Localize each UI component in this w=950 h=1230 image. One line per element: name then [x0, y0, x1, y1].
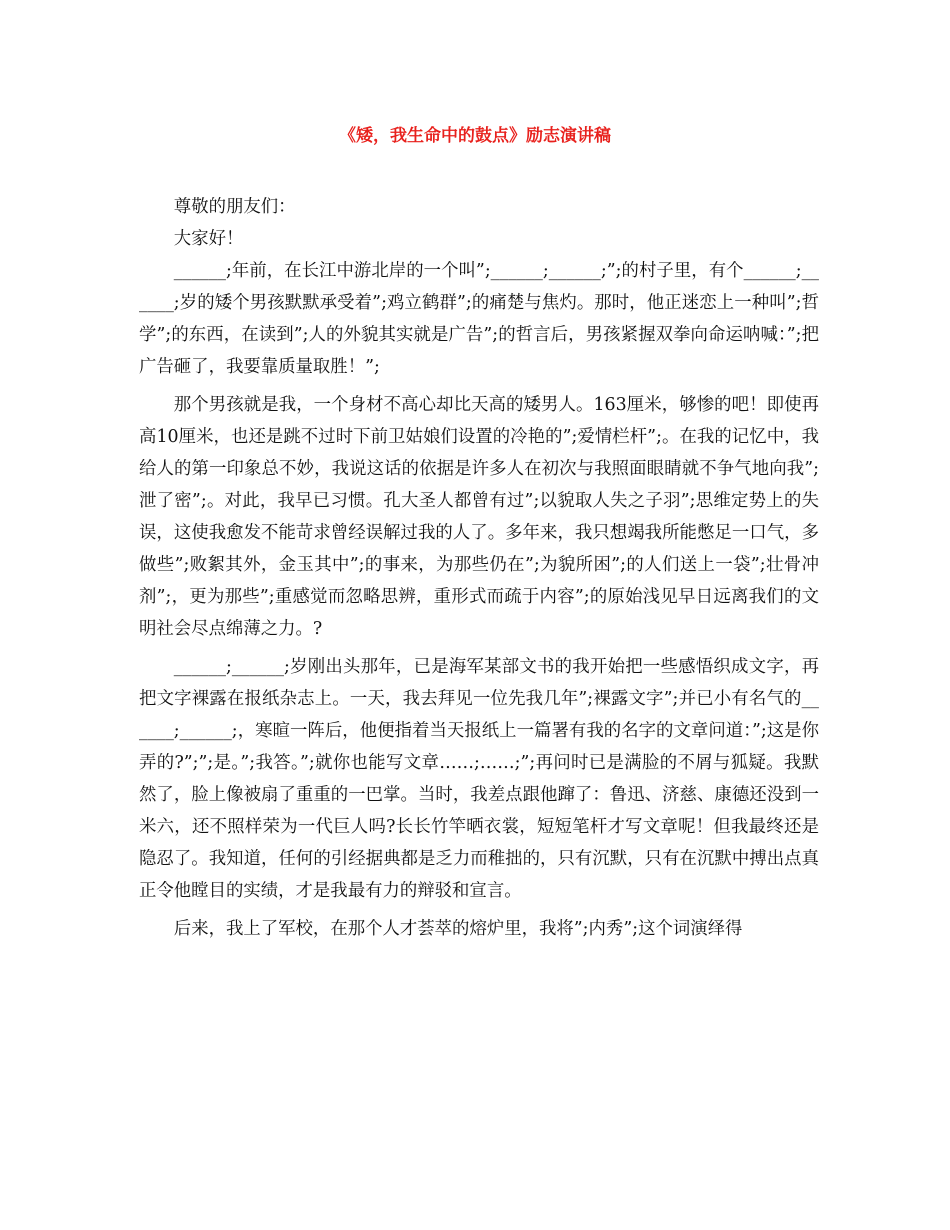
paragraph: ______;年前，在长江中游北岸的一个叫”;______;______;”;的村子里，有个______;______;岁的矮个男孩默默承受着”;鸡立鹤群”;的痛楚与焦灼。那时，他正迷恋上一种叫”;哲学”;的东西，在读到”;人的外貌其实就是广告”;的哲言后，男孩紧握双拳向命运呐喊：”;把广告砸了，我要靠质量取胜！”;	[139, 261, 819, 377]
paragraph: ______;______;岁刚出头那年，已是海军某部文书的我开始把一些感悟织成文字，再把文字裸露在报纸杂志上。一天，我去拜见一位先我几年”;裸露文字”;并已小有名气的______;______;，寒暄一阵后，他便指着当天报纸上一篇署有我的名字的文章问道：”;这是你弄的?”;”;是。”;我答。”;就你也能写文章……;……;”;再问时已是满脸的不屑与狐疑。我默然了，脸上像被扇了重重的一巴掌。当时，我差点跟他蹿了：鲁迅、济慈、康德还没到一米六，还不照样荣为一代巨人吗?长长竹竿晒衣裳，短短笔杆才写文章呢！但我最终还是隐忍了。我知道，任何的引经据典都是乏力而稚拙的，只有沉默，只有在沉默中搏出点真正令他瞠目的实绩，才是我最有力的辩驳和宣言。	[139, 657, 819, 901]
greeting: 大家好！	[173, 229, 244, 249]
document-body	[139, 191, 819, 945]
paragraph: 后来，我上了军校，在那个人才荟萃的熔炉里，我将”;内秀”;这个词演绎得	[173, 919, 743, 939]
salutation: 尊敬的朋友们：	[173, 197, 296, 217]
document-title: 《矮，我生命中的鼓点》励志演讲稿	[339, 126, 611, 146]
paragraph: 那个男孩就是我，一个身材不高心却比天高的矮男人。163厘米，够惨的吧！即使再高10厘米，也还是跳不过时下前卫姑娘们设置的冷艳的”;爱情栏杆”;。在我的记忆中，我给人的第一印象总不妙，我说这话的依据是许多人在初次与我照面眼睛就不争气地向我”;泄了密”;。对此，我早已习惯。孔大圣人都曾有过”;以貌取人失之子羽”;思维定势上的失误，这使我愈发不能苛求曾经误解过我的人了。多年来，我只想竭我所能憋足一口气，多做些”;败絮其外，金玉其中”;的事来，为那些仍在”;为貌所困”;的人们送上一袋”;壮骨冲剂”;，更为那些”;重感觉而忽略思辨，重形式而疏于内容”;的原始浅见早日远离我们的文明社会尽点绵薄之力。?	[139, 395, 819, 639]
